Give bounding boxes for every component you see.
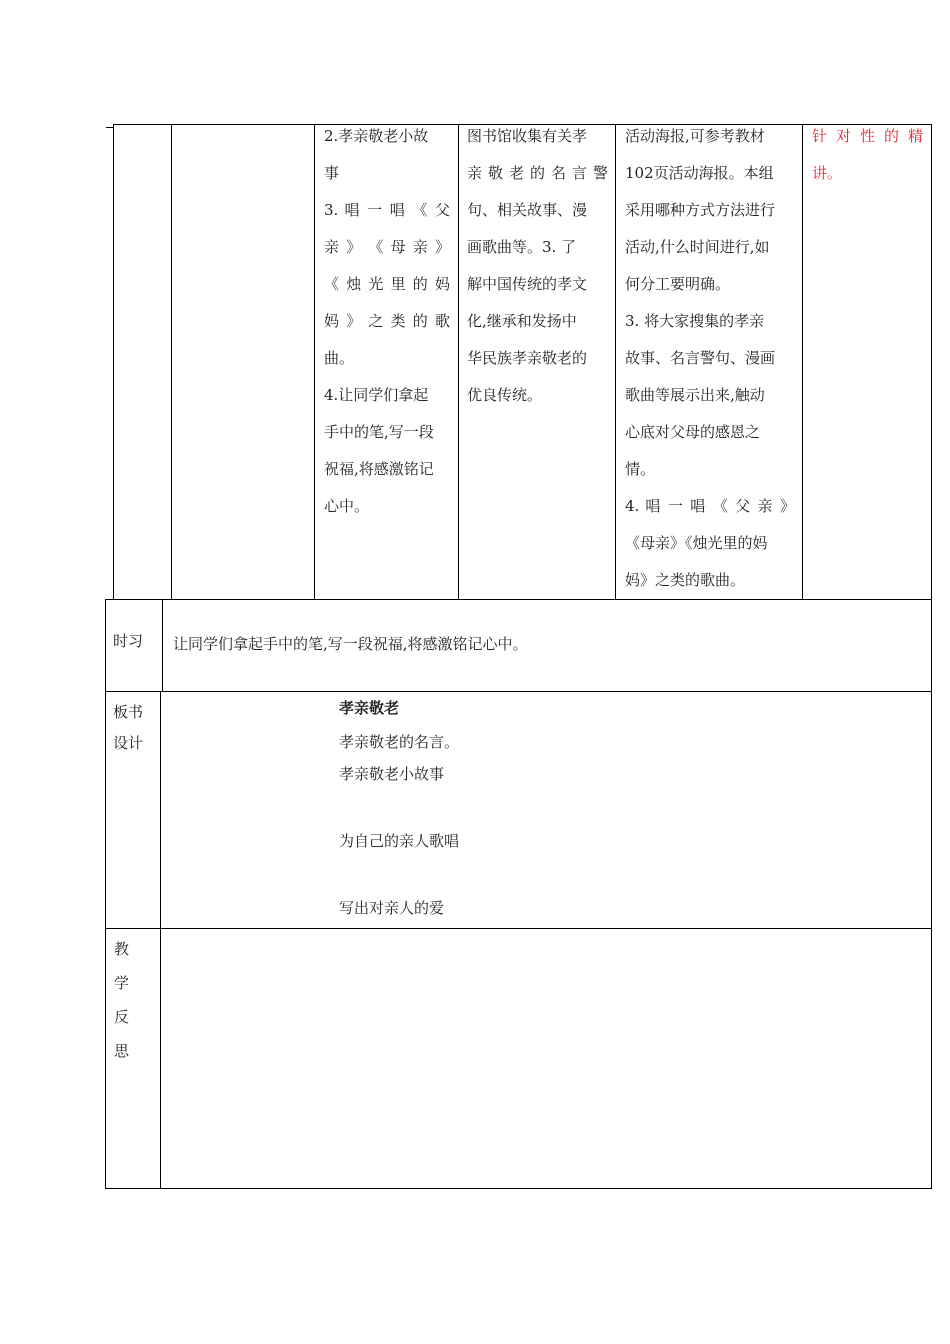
cell-line: 亲 敬 老 的 名 言 警	[467, 164, 608, 182]
board-label-line: 板书	[113, 703, 144, 721]
cell-line: 3. 唱 一 唱 《 父	[324, 201, 450, 219]
lower-table-left-border	[105, 599, 106, 1188]
cell-line: 曲。	[324, 349, 355, 367]
cell-line: 102页活动海报。本组	[625, 164, 774, 182]
cell-line: 华民族孝亲敬老的	[467, 349, 588, 367]
cell-line: 何分工要明确。	[625, 275, 731, 293]
preparation-column	[467, 118, 608, 414]
cell-line: 画歌曲等。3. 了	[467, 238, 577, 256]
cell-line: 活动,什么时间进行,如	[625, 238, 770, 256]
cell-line: 手中的笔,写一段	[324, 423, 434, 441]
homework-label: 时习	[113, 632, 144, 650]
top-table-bottom-border	[105, 599, 932, 600]
cell-line: 《 烛 光 里 的 妈	[324, 275, 450, 293]
cell-line: 情。	[625, 460, 656, 478]
board-label	[113, 697, 143, 759]
reflection-char: 思	[114, 1042, 130, 1060]
top-table-col-divider-4	[615, 124, 616, 599]
reflection-bottom-border	[105, 1188, 932, 1189]
cell-line: 优良传统。	[467, 386, 543, 404]
top-table-col-divider-3	[458, 124, 459, 599]
cell-line: 句、相关故事、漫	[467, 201, 588, 219]
reflection-char: 反	[114, 1008, 130, 1026]
process-column	[625, 118, 795, 599]
cell-line: 2.孝亲敬老小故	[324, 127, 429, 145]
intent-column	[812, 118, 923, 192]
reflection-label	[114, 932, 129, 1068]
reflection-char: 学	[114, 974, 130, 992]
board-item: 为自己的亲人歌唱	[339, 832, 460, 850]
cell-line: 化,继承和发扬中	[467, 312, 577, 330]
board-item: 孝亲敬老小故事	[339, 765, 445, 783]
board-item: 孝亲敬老的名言。	[339, 733, 460, 751]
cell-line: 心底对父母的感恩之	[625, 423, 761, 441]
board-divider	[160, 691, 161, 1188]
cell-line: 妈 》 之 类 的 歌	[324, 312, 450, 330]
top-table-col-divider-1	[171, 124, 172, 599]
homework-bottom-border	[105, 691, 932, 692]
reflection-char: 教	[114, 940, 130, 958]
cell-line: 解中国传统的孝文	[467, 275, 588, 293]
top-table-left-border	[113, 124, 114, 599]
cell-line: 故事、名言警句、漫画	[625, 349, 776, 367]
cell-line: 事	[324, 164, 340, 182]
cell-line: 《母亲》《烛光里的妈	[625, 534, 768, 552]
cell-line: 心中。	[324, 497, 370, 515]
board-item: 写出对亲人的爱	[339, 899, 445, 917]
cell-line: 针 对 性 的 精	[812, 127, 923, 145]
board-title: 孝亲敬老	[339, 699, 400, 717]
homework-divider	[162, 599, 163, 691]
top-table-right-border	[931, 124, 932, 1188]
board-bottom-border	[105, 928, 932, 929]
cell-line: 歌曲等展示出来,触动	[625, 386, 765, 404]
cell-line: 3. 将大家搜集的孝亲	[625, 312, 765, 330]
cell-line: 图书馆收集有关孝	[467, 127, 588, 145]
top-table-col-divider-5	[802, 124, 803, 599]
cell-line: 祝福,将感激铭记	[324, 460, 434, 478]
cell-line: 活动海报,可参考教材	[625, 127, 765, 145]
cell-line: 亲 》 《 母 亲 》	[324, 238, 450, 256]
activity-column	[324, 118, 450, 525]
board-label-line: 设计	[113, 734, 144, 752]
cell-line: 妈》之类的歌曲。	[625, 571, 746, 589]
cell-line: 采用哪种方式方法进行	[625, 201, 776, 219]
cell-line: 讲。	[812, 164, 843, 182]
cell-line: 4.让同学们拿起	[324, 386, 429, 404]
cell-line: 4. 唱 一 唱 《 父 亲 》	[625, 497, 795, 515]
homework-text: 让同学们拿起手中的笔,写一段祝福,将感激铭记心中。	[173, 635, 528, 653]
top-table-col-divider-2	[314, 124, 315, 599]
tick-mark	[106, 127, 113, 128]
